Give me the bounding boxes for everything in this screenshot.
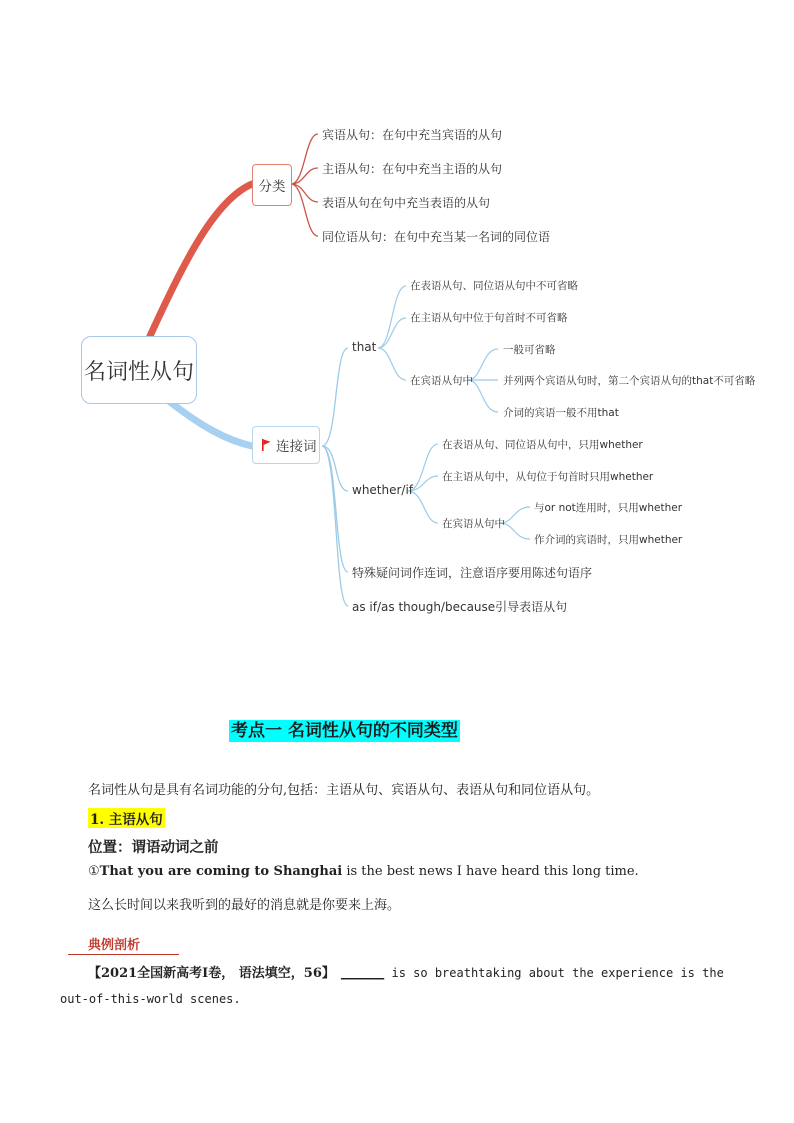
red-flag-icon <box>261 439 271 451</box>
branch1-item-object: 宾语从句：在句中充当宾语的从句 <box>322 128 503 142</box>
exam-source: 【2021全国新高考Ⅰ卷， 语法填空，56】 <box>88 966 335 981</box>
example-subject-clause: That you are coming to Shanghai <box>99 864 343 879</box>
branch1-item-appositive: 同位语从句：在句中充当某一名词的同位语 <box>322 230 551 244</box>
branch1-node[interactable] <box>252 164 292 206</box>
position-note: 位置：谓语动词之前 <box>88 839 219 856</box>
branch1-fan <box>291 134 318 236</box>
example-rest: is the best news I have heard this long time. <box>342 864 639 879</box>
whether-item-1: 在表语从句、同位语从句中，只用whether <box>442 439 643 451</box>
special-question-word-node[interactable]: 特殊疑问词作连词，注意语序要用陈述句语序 <box>352 566 593 580</box>
mindmap-root[interactable] <box>81 336 197 404</box>
that-object-item-2: 并列两个宾语从句时，第二个宾语从句的that不可省略 <box>503 375 756 387</box>
branch1-connector <box>150 184 252 336</box>
whether-object-clause-node[interactable]: 在宾语从句中 <box>442 518 505 530</box>
that-node[interactable]: that <box>352 340 377 354</box>
example-number: ① <box>88 864 100 879</box>
heading-subject-clause: 1. 主语从句 <box>88 808 165 828</box>
branch2-node[interactable] <box>252 426 320 464</box>
section-title: 考点一 名词性从句的不同类型 <box>231 721 458 741</box>
exam-text-1: is so breathtaking about the experience is the <box>384 966 724 980</box>
that-item-1: 在表语从句、同位语从句中不可省略 <box>410 280 578 292</box>
branch2-fan <box>322 348 348 606</box>
that-object-clause-node[interactable]: 在宾语从句中 <box>410 375 473 387</box>
example-translation: 这么长时间以来我听到的最好的消息就是你要来上海。 <box>88 898 401 913</box>
exam-question-line1 <box>88 962 724 981</box>
exam-question-line2: out-of-this-world scenes. <box>60 992 241 1006</box>
that-object-item-3: 介词的宾语一般不用that <box>503 407 619 419</box>
whether-if-node[interactable]: whether/if <box>352 483 414 497</box>
branch1-label: 分类 <box>258 179 286 195</box>
that-item-2: 在主语从句中位于句首时不可省略 <box>410 312 568 324</box>
example-sentence <box>88 864 639 879</box>
whether-object-item-1: 与or not连用时，只用whether <box>534 502 683 514</box>
intro-paragraph: 名词性从句是具有名词功能的分句,包括：主语从句、宾语从句、表语从句和同位语从句。 <box>88 783 600 798</box>
branch2-label: 连接词 <box>276 439 317 455</box>
exam-blank[interactable]: ______ <box>340 966 385 980</box>
root-label: 名词性从句 <box>83 359 194 385</box>
whether-item-2: 在主语从句中，从句位于句首时只用whether <box>442 471 654 483</box>
branch1-item-predicative: 表语从句在句中充当表语的从句 <box>322 196 491 210</box>
that-object-item-1: 一般可省略 <box>503 344 556 356</box>
analysis-label: 典例剖析 <box>68 934 179 955</box>
whether-object-item-2: 作介词的宾语时，只用whether <box>534 534 683 546</box>
that-fan <box>378 286 498 412</box>
branch1-item-subject: 主语从句：在句中充当主语的从句 <box>322 162 503 176</box>
as-if-node[interactable]: as if/as though/because引导表语从句 <box>352 600 568 614</box>
branch2-connector <box>170 402 252 446</box>
